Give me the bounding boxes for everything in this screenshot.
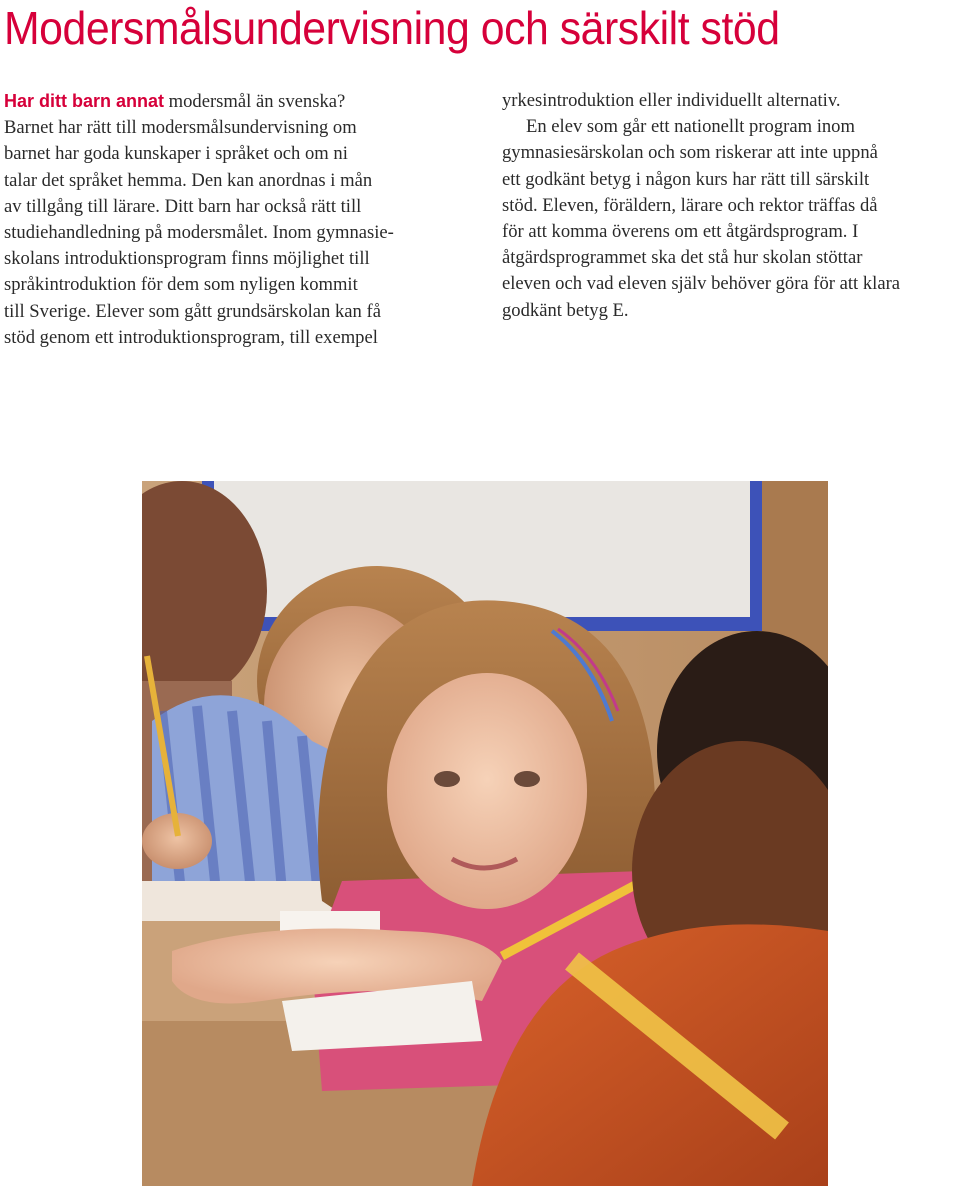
classroom-photo	[142, 481, 828, 1186]
page-title: Modersmålsundervisning och särskilt stöd	[4, 2, 780, 54]
text-line: yrkesintroduktion eller individuellt alternativ.	[502, 90, 841, 111]
text-line: En elev som går ett nationellt program inom	[526, 116, 855, 138]
text-line: eleven och vad eleven själv behöver göra för att klara	[502, 273, 901, 295]
text-line: till Sverige. Elever som gått grundsärskolan kan få	[4, 300, 381, 322]
text-line: gymnasiesärskolan och som riskerar att inte uppnå	[502, 142, 878, 164]
text-line: Barnet har rätt till modersmålsundervisning om	[4, 117, 357, 139]
lead-in-heading: Har ditt barn annat	[4, 91, 165, 111]
text-line: ett godkänt betyg i någon kurs har rätt till särskilt	[502, 168, 870, 190]
left-text-column	[4, 88, 454, 351]
text-line: studiehandledning på modersmålet. Inom gymnasie-	[4, 222, 394, 244]
text-line: barnet har goda kunskaper i språket och om ni	[4, 143, 348, 165]
text-line: godkänt betyg E.	[502, 299, 629, 321]
text-line: Har ditt barn annat modersmål än svenska?	[4, 91, 346, 112]
text-line: språkintroduktion för dem som nyligen kommit	[4, 274, 358, 296]
text-line: stöd genom ett introduktionsprogram, till exempel	[4, 326, 378, 348]
text-line: för att komma överens om ett åtgärdsprogram. I	[502, 221, 859, 243]
text-line: skolans introduktionsprogram finns möjlighet till	[4, 248, 370, 270]
text-line: talar det språket hemma. Den kan anordnas i mån	[4, 169, 373, 191]
text-line: åtgärdsprogrammet ska det stå hur skolan stöttar	[502, 247, 863, 269]
text-line: stöd. Eleven, föräldern, lärare och rektor träffas då	[502, 194, 878, 216]
right-text-column	[502, 88, 958, 324]
text-line: av tillgång till lärare. Ditt barn har också rätt till	[4, 195, 362, 217]
